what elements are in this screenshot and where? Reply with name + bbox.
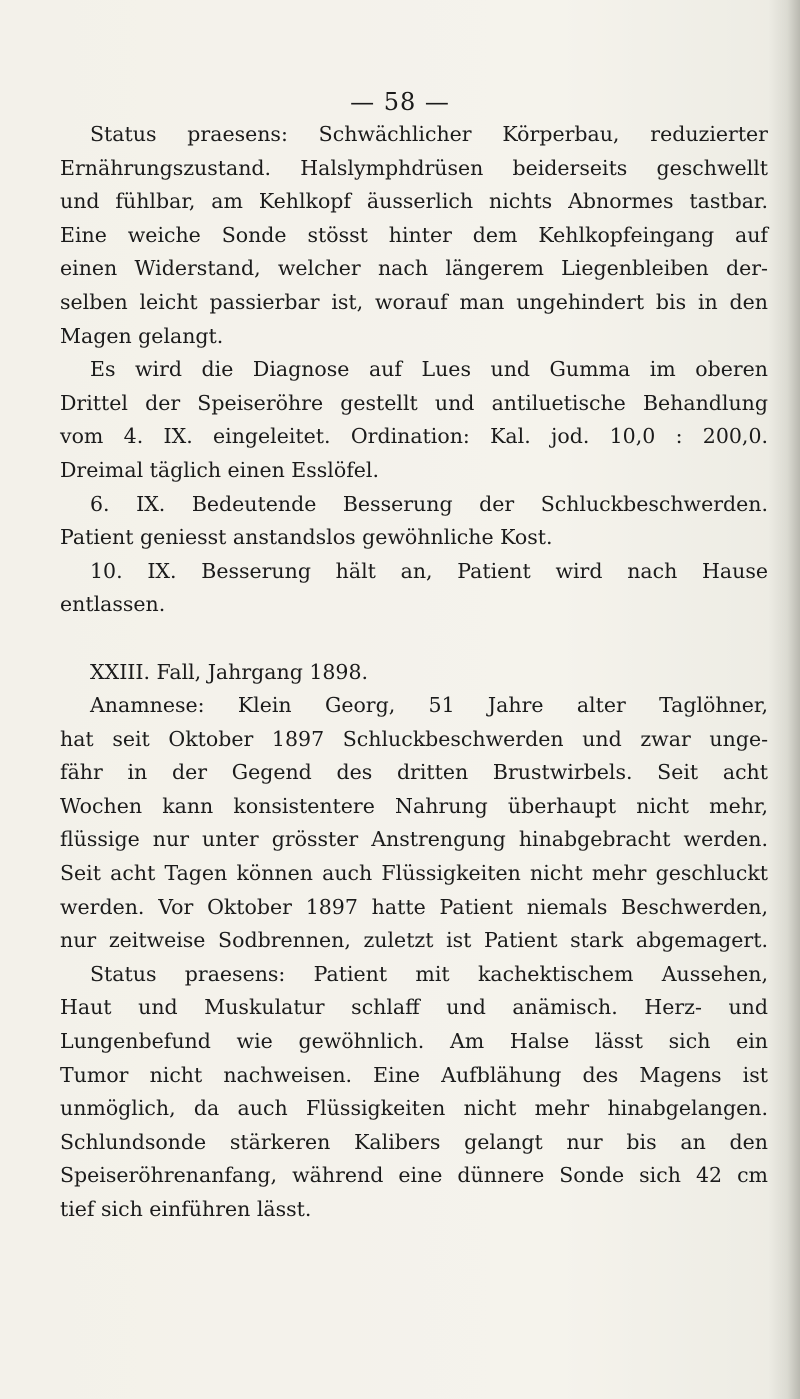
text-line: Anamnese: Klein Georg, 51 Jahre alter Taglöhner, bbox=[90, 693, 768, 718]
text-line: flüssige nur unter grösster Anstrengung hinabgebracht werden. bbox=[60, 827, 768, 852]
text-line: 6. IX. Bedeutende Besserung der Schluckbeschwerden. bbox=[90, 491, 768, 516]
text-line: selben leicht passierbar ist, worauf man ungehindert bis in den bbox=[60, 289, 768, 314]
case-heading: XXIII. Fall, Jahrgang 1898. bbox=[90, 659, 369, 684]
text-line: werden. Vor Oktober 1897 hatte Patient niemals Beschwerden, bbox=[60, 894, 768, 919]
text-line: unmöglich, da auch Flüssigkeiten nicht mehr hinabgelangen. bbox=[60, 1096, 768, 1121]
text-line: Lungenbefund wie gewöhnlich. Am Halse lässt sich ein bbox=[60, 1029, 768, 1054]
text-line: Ernährungszustand. Halslymphdrüsen beiderseits geschwellt bbox=[60, 155, 768, 180]
text-line: Drittel der Speiseröhre gestellt und antiluetische Behandlung bbox=[60, 390, 768, 415]
text-line: Schlundsonde stärkeren Kalibers gelangt nur bis an den bbox=[60, 1129, 768, 1154]
text-line: einen Widerstand, welcher nach längerem Liegenbleiben der- bbox=[60, 256, 768, 281]
text-line: Tumor nicht nachweisen. Eine Aufblähung des Magens ist bbox=[60, 1062, 768, 1087]
text-line: Dreimal täglich einen Esslöfel. bbox=[60, 457, 379, 482]
text-line: Patient geniesst anstandslos gewöhnliche Kost. bbox=[60, 525, 553, 550]
text-line: entlassen. bbox=[60, 592, 166, 617]
text-line: und fühlbar, am Kehlkopf äusserlich nichts Abnormes tastbar. bbox=[60, 189, 768, 214]
text-line: 10. IX. Besserung hält an, Patient wird nach Hause bbox=[90, 558, 768, 583]
page-number: — 58 — bbox=[350, 88, 450, 116]
text-line: fähr in der Gegend des dritten Brustwirbels. Seit acht bbox=[60, 760, 768, 785]
text-line: Magen gelangt. bbox=[60, 323, 224, 348]
text-line: Status praesens: Patient mit kachektischem Aussehen, bbox=[90, 961, 768, 986]
text-line: hat seit Oktober 1897 Schluckbeschwerden und zwar unge- bbox=[60, 726, 768, 751]
text-line: Wochen kann konsistentere Nahrung überhaupt nicht mehr, bbox=[60, 793, 768, 818]
text-line: vom 4. IX. eingeleitet. Ordination: Kal. jod. 10,0 : 200,0. bbox=[60, 424, 768, 449]
text-line: Status praesens: Schwächlicher Körperbau, reduzierter bbox=[90, 122, 768, 146]
text-line: Speiseröhrenanfang, während eine dünnere Sonde sich 42 cm bbox=[60, 1163, 768, 1188]
text-line: tief sich einführen lässt. bbox=[60, 1197, 312, 1221]
text-line: Haut und Muskulatur schlaff und anämisch. Herz- und bbox=[60, 995, 768, 1020]
text-line: Eine weiche Sonde stösst hinter dem Kehlkopfeingang auf bbox=[60, 222, 768, 247]
text-line: nur zeitweise Sodbrennen, zuletzt ist Patient stark abgemagert. bbox=[60, 928, 768, 953]
text-line: Es wird die Diagnose auf Lues und Gumma im oberen bbox=[90, 357, 768, 382]
body-text bbox=[60, 118, 768, 1227]
text-line: Seit acht Tagen können auch Flüssigkeiten nicht mehr geschluckt bbox=[60, 861, 768, 886]
page-edge-shadow bbox=[768, 0, 800, 1399]
paragraph-spacer bbox=[60, 622, 768, 656]
